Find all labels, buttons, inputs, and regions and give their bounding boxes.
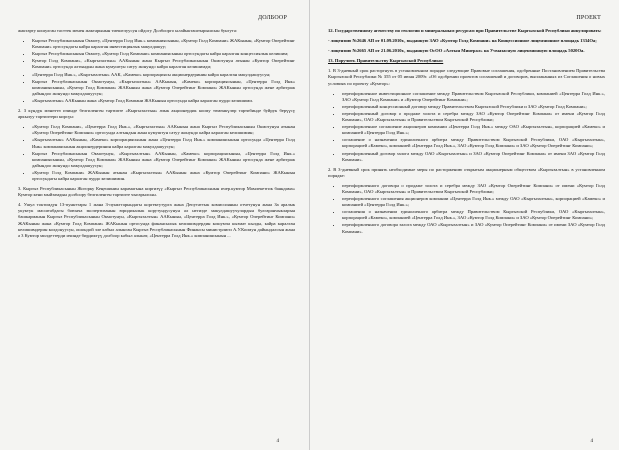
license-1: - лицензию №2646 АП от 01.09.2010г., выданную ЗАО «Кумтор Голд Компани» на Концессионное лицензионное площадь 1334Оа; bbox=[328, 38, 597, 44]
left-list-1 bbox=[18, 38, 295, 104]
list-item: • переоформленный договор о продаже золота и серебра между ЗАО «Кумтор Оперейтинг Компани» от имени «Кумтор Голд Компани», ОАО «Кыргызалтын» и Правительством Кыргызской Республики; bbox=[342, 111, 605, 123]
left-para-4: 4. Ушул токтомдун 13-пункттары 1 жана 3-пункттарындагы коргектутурга жана Депутаттык комиссиянын отчетунун жана За аралык укуктук масштабдагы боюнча экспертизанын юридикалык корутундусунун ал негизде макулдашуучулардын булгаранчыкларын башкарманын Кыргыз Республикасынын Окмотунун, «Кыргызалтын» ААКынын, «Центерра Голд Инк.», «Кумтор Оперейтинг Компани» ЖАКынын жана «Кумтор Голд Компани» ЖАКынын ортосунда финансылык келишимдердин кошумча кызмат кылды, кайра каралган келишимдерин колдонуусун, ошондой эле кабыл алынган Кыргыз Республикасынын Финансы министрлиги А.У.Коомун дайындалсын жана а 3 Кумтор милдеттерди ичинде бирдиктүү долбоор кабыл алынат, «Центерра Голд Инк.» компаниясынын ... bbox=[18, 202, 295, 238]
list-item: • Кыргыз Республикасынын Окмотунун, «Кыргызалтын» ААКынын, «Камеко» корпорациясынын, «Центерра Голд Инк.» компаниясынын, «Кумтор Голд Компани» ЖАКынын жана «Кумтор Оперейтинг Компани» ЖАКынын ортосунда жене арбитраж дайындоо жонундо макулдашуусун; bbox=[32, 151, 295, 169]
left-page-body bbox=[18, 28, 295, 243]
left-page bbox=[0, 0, 309, 450]
list-item: • переоформленного договора залога между ОАО «Кыргызалтын» и ЗАО «Кумтор Оперейтинг Компани» от имени ЗАО «Кумтор Голд Компани». bbox=[342, 222, 605, 234]
list-item: • «Центерра Голд Инк.», «Кыргызалтын» ААК, «Камеко» корпорациясы акционердеринин кайра каралган макулдашуусун; bbox=[32, 72, 295, 78]
list-item: • Кумтор Голд Компани», «Кыргызалтын» ААКынын жана Кыргыз Республикасынын Окмотунун атынан «Кумтор Оперейтинг Компани» ортосунда алтындын жана кумуштун сатуу жонундо кайра каралган келишимди; bbox=[32, 58, 295, 70]
right-list-1 bbox=[328, 91, 605, 163]
license-2: - лицензию №2665 АП от 21.06.2010г., выданную ОсОО «Алтын Минерал» на Учмазасную лицензионную площадь 5020Оа. bbox=[328, 48, 585, 54]
item-13-title: 13. Поручить Правительству Кыргызской Республики: bbox=[328, 58, 444, 64]
list-item: • Кыргыз Республикасынын Окмоту, «Центерра Голд Инк.» компаниясынын, «Кумтор Голд Компани» ЖАКынын, «Кумтор Оперейтинг Компани» ортосундагы кайра каралган инвестициялык макулдашуу; bbox=[32, 38, 295, 50]
left-list-2 bbox=[18, 124, 295, 182]
left-para-3: 3. Кыргыз Республикасынын Жогорку Кеңешинин карамагына киргизүү «Кыргыз Республикасынын ичер.кумтор Мамлекетгик баяндама» Кумтор кени мыйзамдын долбоору белгиленген тартипте чыгарылсын. bbox=[18, 186, 295, 198]
item-12-title: 12. Государственному агентству по геологии и минеральным ресурсам при Правительстве Кыргызской Республики аннулировать: bbox=[328, 28, 602, 33]
list-item: • «Кыргызалтын» ААКынын жана «Кумтор Голд Компани ЖАКынын ортосунда кайра каралган пурдо келишими. bbox=[32, 98, 295, 104]
list-item: • переоформленный договор залога между ОАО «Кыргызалтын» и ЗАО «Кумтор Оперейтинг Компани» от имени ЗАО «Кумтор Голд Компани». bbox=[342, 151, 605, 163]
left-page-header: ДОЛБООР bbox=[257, 15, 287, 21]
left-para-2: 2. 3 күндүк мөнөттө ичинде белгиленген тартипте «Кыргызалтын» ачык акционердик коому төмөнкүлөр тартибинде буйрук берүүсү аркылуу тартиптери кирсүн: bbox=[18, 108, 295, 120]
left-page-number: 4 bbox=[276, 439, 279, 444]
list-item: • «Кыргызалтын» ААКынын, «Камеко» корпорациясынын жана «Центерра Голд Инк.» компаниясынын ортосунда «Центерра Голд Инк» компаниясынын акционердеринин кайра каралган макулдашуусун; bbox=[32, 137, 295, 149]
list-item: • переоформленного договора о продаже золота и серебра между ЗАО «Кумтор Оперейтинг Компани» от имени «Кумтор Голд Компани», ОАО «Кыргызалтын» и Правительством Кыргызской Республики; bbox=[342, 183, 605, 195]
right-page-header: ПРОЕКТ bbox=[576, 15, 601, 21]
right-page bbox=[310, 0, 619, 450]
left-para-1: жактарту кошулган тасттек менен жактарынын тиешелуусун ойдогу Долбоорго ылайыкташтырышсын бунгута: bbox=[18, 28, 238, 33]
right-list-2 bbox=[328, 183, 605, 235]
list-item: • соглашения о назначении единоличного арбитра между Правительством Кыргызской Республики, ОАО «Кыргызалтын», корпорацией «Камеко», компанией «Центерра Голд Инк.», ЗАО «Кумтор Голд Компани» и ЗАО «Кумтор Оперейтинг Компани»; bbox=[342, 209, 605, 221]
list-item: • переоформленный концессионный договор между Правительством Кыргызской Республики и ЗАО «Кумтор Голд Компани»; bbox=[342, 104, 605, 110]
list-item: • Кыргыз Республикасынын Окмотунун, «Кыргызалтын» ААКынын, «Камеко» корпорациясынын, «Центерра Голд Инк» компаниясынын, «Кумтор Голд Компани» ЖАКынын жана «Кумтор Оперейтинг Компани» ЖАКынын ортосунда жене арбитраж дайындоо жонундо макулдашуусун; bbox=[32, 79, 295, 97]
list-item: • переоформленного соглашения акционеров компании «Центерра Голд Инк.» между ОАО «Кыргызалтын», корпорацией «Камеко» и компанией «Центерра Голд Инк.»; bbox=[342, 196, 605, 208]
list-item: • «Кумтор Голд Компани» ЖАКынын атынан «Кыргызалтын» ААКынын жана «Кумтор Оперейтинг Компани» ЖАКынын ортосундагы кайра каралган пурдо келишимин. bbox=[32, 170, 295, 182]
list-item: • соглашение о назначении единоличного арбитра между Правительством Кыргызской Республики, ОАО «Кыргызалтын», корпорацией «Камеко», компанией «Центерра Голд Инк.», ЗАО «Кумтор Голд Компани» и ЗАО «Кумтор Оперейтинг Компани»; bbox=[342, 137, 605, 149]
right-page-number: 4 bbox=[590, 439, 593, 444]
list-item: • Кыргыз Республикасынын Окмоту, «Кумтор Голд Компани» компаниясынын ортосундагы кайра каралган концессиялык келишим; bbox=[32, 51, 295, 57]
item-13-2: 2. В 3-дневный срок принять необходимые меры по расторжению открытым акционерным обществом «Кыргызалтын» в установленном порядке: bbox=[328, 166, 605, 178]
list-item: • переоформленное соглашение акционеров компании «Центерра Голд Инк.» между ОАО «Кыргызалтын», корпорацией «Камеко» и компанией «Центерра Голд Инк.»; bbox=[342, 124, 605, 136]
right-page-body bbox=[328, 28, 605, 239]
item-13-text: 1. В 3-дневный срок расторгнуть в установленном порядке следующие Правовые соглашения, одобренные Постановлением Правительства Кыргызской Республики № 355 от 05 июня 2009г. «Об одобрении проектов соглашений и договоров, выплаканных из Соглашения о новых условиях по проекту «Кумтор»: bbox=[328, 68, 605, 86]
list-item: • «Кумтор Голд Компани», «Центерра Голд Инк.», «Кыргызалтын» ААКынын жана Кыргыз Республикасынын Окмотунун атынан «Кумтор Оперейтинг Компани» ортосунда алтындын жана кумуштун сатуу жонундо кайра каралган келишимин; bbox=[32, 124, 295, 136]
list-item: • переоформленное инвестиционное соглашение между Правительством Кыргызской Республики, компанией «Центерра Голд Инк.», ЗАО «Кумтор Голд Компани» и «Кумтор Оперейтинг Компани»; bbox=[342, 91, 605, 103]
